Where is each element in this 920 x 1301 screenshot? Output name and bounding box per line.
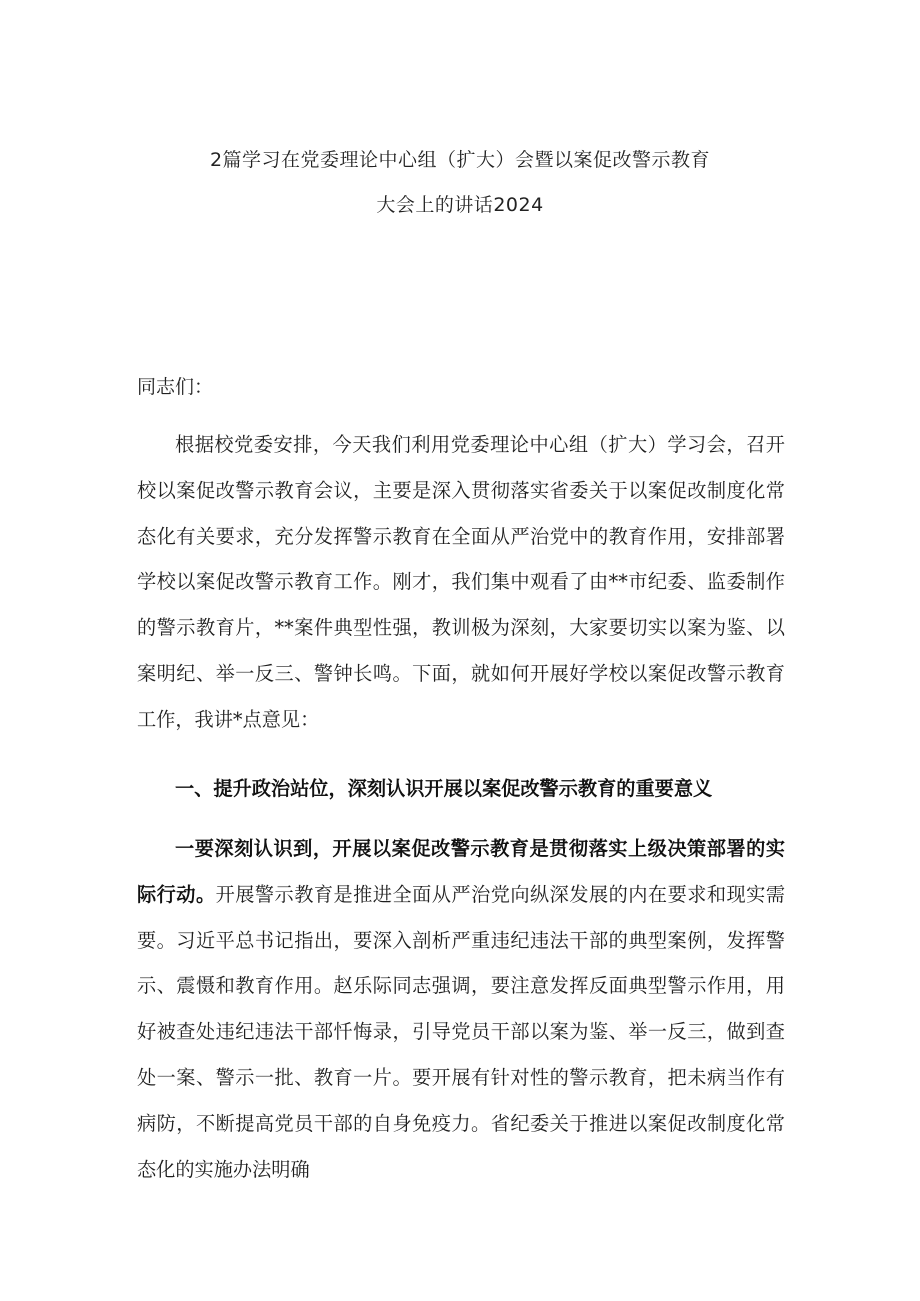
paragraph-2 — [137, 826, 785, 1192]
document-title-line-1: 2篇学习在党委理论中心组（扩大）会暨以案促改警示教育 — [209, 149, 711, 171]
section-heading-1: 一、提升政治站位，深刻认识开展以案促改警示教育的重要意义 — [175, 777, 713, 800]
paragraph-2-text: 开展警示教育是推进全面从严治党向纵深发展的内在要求和现实需要。习近平总书记指出，要深入剖析严重违纪违法干部的典型案例，发挥警示、震慑和教育作用。赵乐际同志强调，要注意发挥反面典型警示作用，用好被查处违纪违法干部忏悔录，引导党员干部以案为鉴、举一反三，做到查处一案、警示一批、教育一片。要开展有针对性的警示教育，把未病当作有病防，不断提高党员干部的自身免疫力。省纪委关于推进以案促改制度化常态化的实施办法明确 — [137, 882, 786, 1181]
paragraph-1: 根据校党委安排，今天我们利用党委理论中心组（扩大）学习会，召开校以案促改警示教育会议，主要是深入贯彻落实省委关于以案促改制度化常态化有关要求，充分发挥警示教育在全面从严治党中的教育作用，安排部署学校以案促改警示教育工作。刚才，我们集中观看了由**市纪委、监委制作的警示教育片，**案件典型性强，教训极为深刻，大家要切实以案为鉴、以案明纪、举一反三、警钟长鸣。下面，就如何开展好学校以案促改警示教育工作，我讲*点意见： — [137, 433, 785, 731]
document-title-line-2: 大会上的讲话2024 — [376, 194, 544, 216]
paragraph-2-lead: 一要深刻认识到，开展以案促改警示教育是贯彻落实上级决策部署的实际行动。 — [137, 837, 785, 906]
salutation: 同志们： — [137, 376, 214, 398]
